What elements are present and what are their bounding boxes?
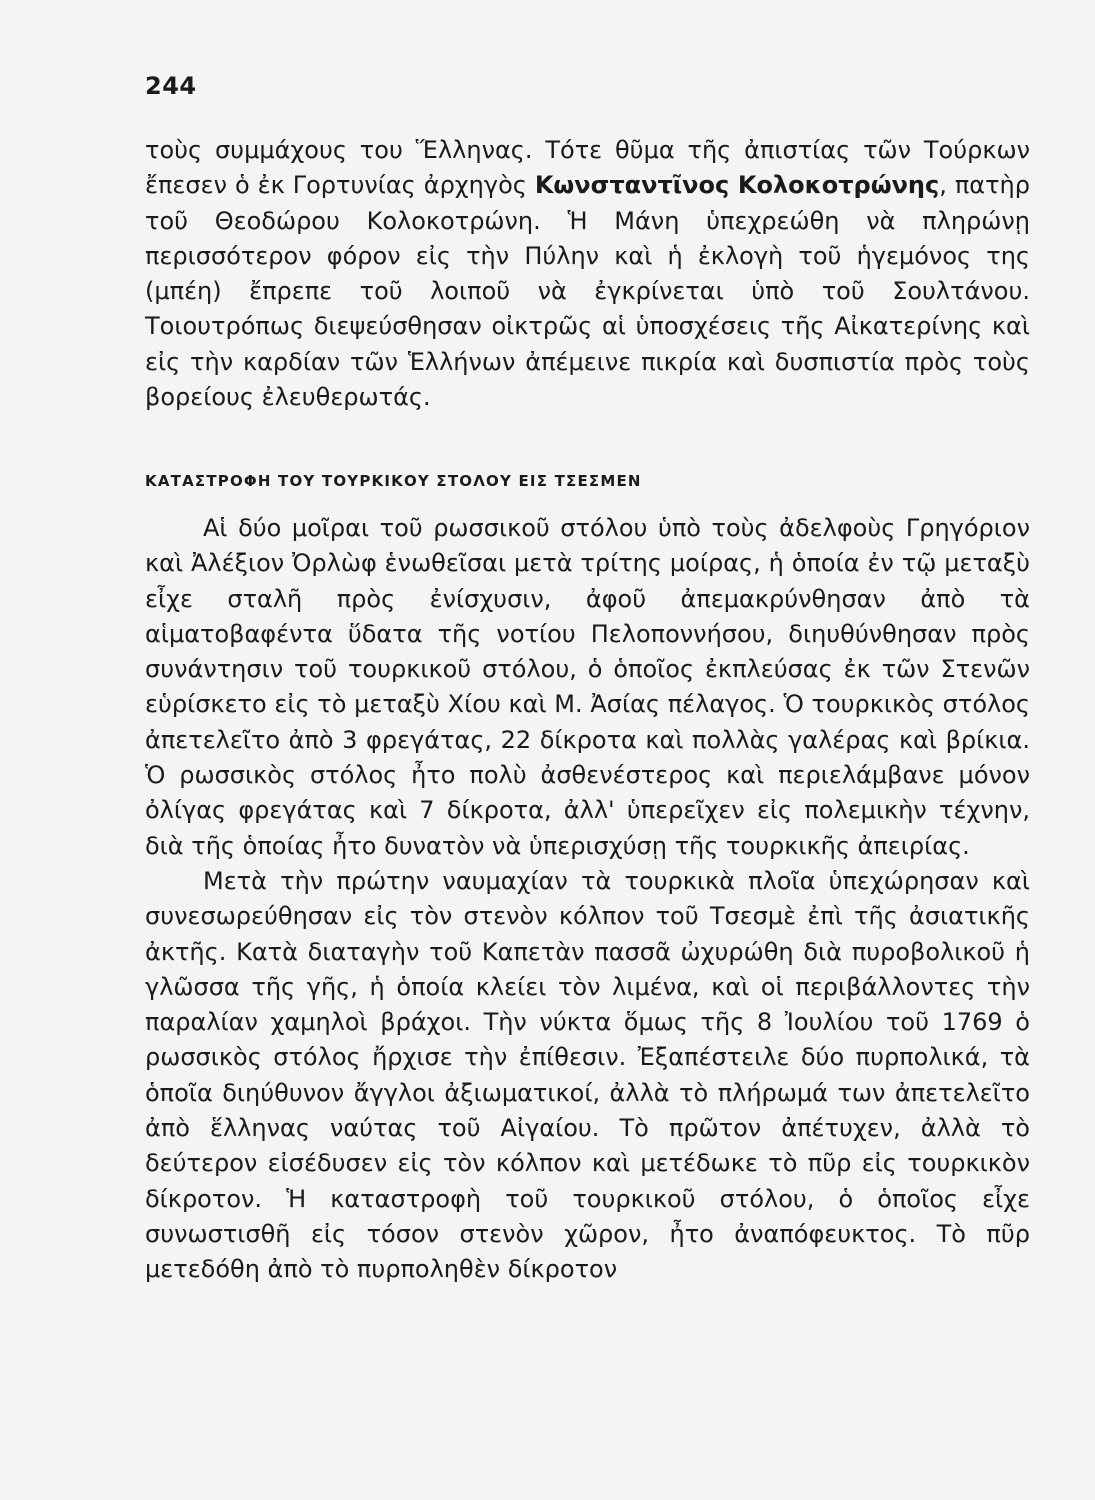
paragraph-1-start: τοὺς συμμάχους του Ἕλληνας. Τότε θῦμα τῆς ἀπιστίας τῶν Τούρκων ἔπεσεν ὁ ἐκ Γορτυνίας ἀρχηγὸς: [145, 136, 1030, 200]
paragraph-2: Αἱ δύο μοῖραι τοῦ ρωσσικοῦ στόλου ὑπὸ τοὺς ἀδελφοὺς Γρηγόριον καὶ Ἀλέξιον Ὀρλὼφ ἑνωθεῖσαι μετὰ τρίτης μοίρας, ἡ ὁποία ἐν τῷ μεταξὺ εἶχε σταλῆ πρὸς ἐνίσχυσιν, ἀφοῦ ἀπεμακρύνθησαν ἀπὸ τὰ αἱματοβαφέντα ὕδατα τῆς νοτίου Πελοποννήσου, διηυθύνθησαν πρὸς συνάντησιν τοῦ τουρκικοῦ στόλου, ὁ ὁποῖος ἐκπλεύσας ἐκ τῶν Στενῶν εὑρίσκετο εἰς τὸ μεταξὺ Χίου καὶ Μ. Ἀσίας πέλαγος. Ὁ τουρκικὸς στόλος ἀπετελεῖτο ἀπὸ 3 φρεγάτας, 22 δίκροτα καὶ πολλὰς γαλέρας καὶ βρίκια. Ὁ ρωσσικὸς στόλος ἦτο πολὺ ἀσθενέστερος καὶ περιελάμβανε μόνον ὀλίγας φρεγάτας καὶ 7 δίκροτα, ἀλλ' ὑπερεῖχεν εἰς πολεμικὴν τέχνην, διὰ τῆς ὁποίας ἦτο δυνατὸν νὰ ὑπερισχύσῃ τῆς τουρκικῆς ἀπειρίας.: [145, 514, 1030, 860]
paragraph-1-end: , πατὴρ τοῦ Θεοδώρου Κολοκοτρώνη. Ἡ Μάνη ὑπεχρεώθη νὰ πληρώνῃ περισσότερον φόρον εἰς τὴν Πύλην καὶ ἡ ἐκλογὴ τοῦ ἡγεμόνος της (μπέη) ἔπρεπε τοῦ λοιποῦ νὰ ἐγκρίνεται ὑπὸ τοῦ Σουλτάνου. Τοιουτρόπως διεψεύσθησαν οἰκτρῶς αἱ ὑποσχέσεις τῆς Αἰκατερίνης καὶ εἰς τὴν καρδίαν τῶν Ἑλλήνων ἀπέμεινε πικρία καὶ δυσπιστία πρὸς τοὺς βορείους ἐλευθερωτάς.: [145, 171, 1031, 412]
bold-name: Κωνσταντῖνος Κολοκοτρώνης: [534, 171, 940, 200]
paragraph-1: [145, 133, 1030, 415]
page-number: 244: [145, 72, 197, 100]
paragraph-3: Μετὰ τὴν πρώτην ναυμαχίαν τὰ τουρκικὰ πλοῖα ὑπεχώρησαν καὶ συνεσωρεύθησαν εἰς τὸν στενὸν κόλπον τοῦ Τσεσμὲ ἐπὶ τῆς ἀσιατικῆς ἀκτῆς. Κατὰ διαταγὴν τοῦ Καπετὰν πασσᾶ ὠχυρώθη διὰ πυροβολικοῦ ἡ γλῶσσα τῆς γῆς, ἡ ὁποία κλείει τὸν λιμένα, καὶ οἱ περιβάλλοντες τὴν παραλίαν χαμηλοὶ βράχοι. Τὴν νύκτα ὅμως τῆς 8 Ἰουλίου τοῦ 1769 ὁ ρωσσικὸς στόλος ἤρχισε τὴν ἐπίθεσιν. Ἐξαπέστειλε δύο πυρπολικά, τὰ ὁποῖα διηύθυνον ἄγγλοι ἀξιωματικοί, ἀλλὰ τὸ πλήρωμά των ἀπετελεῖτο ἀπὸ ἕλληνας ναύτας τοῦ Αἰγαίου. Τὸ πρῶτον ἀπέτυχεν, ἀλλὰ τὸ δεύτερον εἰσέδυσεν εἰς τὸν κόλπον καὶ μετέδωκε τὸ πῦρ εἰς τουρκικὸν δίκροτον. Ἡ καταστροφὴ τοῦ τουρκικοῦ στόλου, ὁ ὁποῖος εἶχε συνωστισθῆ εἰς τόσον στενὸν χῶρον, ἦτο ἀναπόφευκτος. Τὸ πῦρ μετεδόθη ἀπὸ τὸ πυρποληθὲν δίκροτον: [145, 866, 1030, 1284]
section-heading: ΚΑΤΑΣΤΡΟΦΗ ΤΟΥ ΤΟΥΡΚΙΚΟΥ ΣΤΟΛΟΥ ΕΙΣ ΤΣΕΣΜΕΝ: [145, 472, 642, 490]
body-text: [145, 511, 1030, 1288]
